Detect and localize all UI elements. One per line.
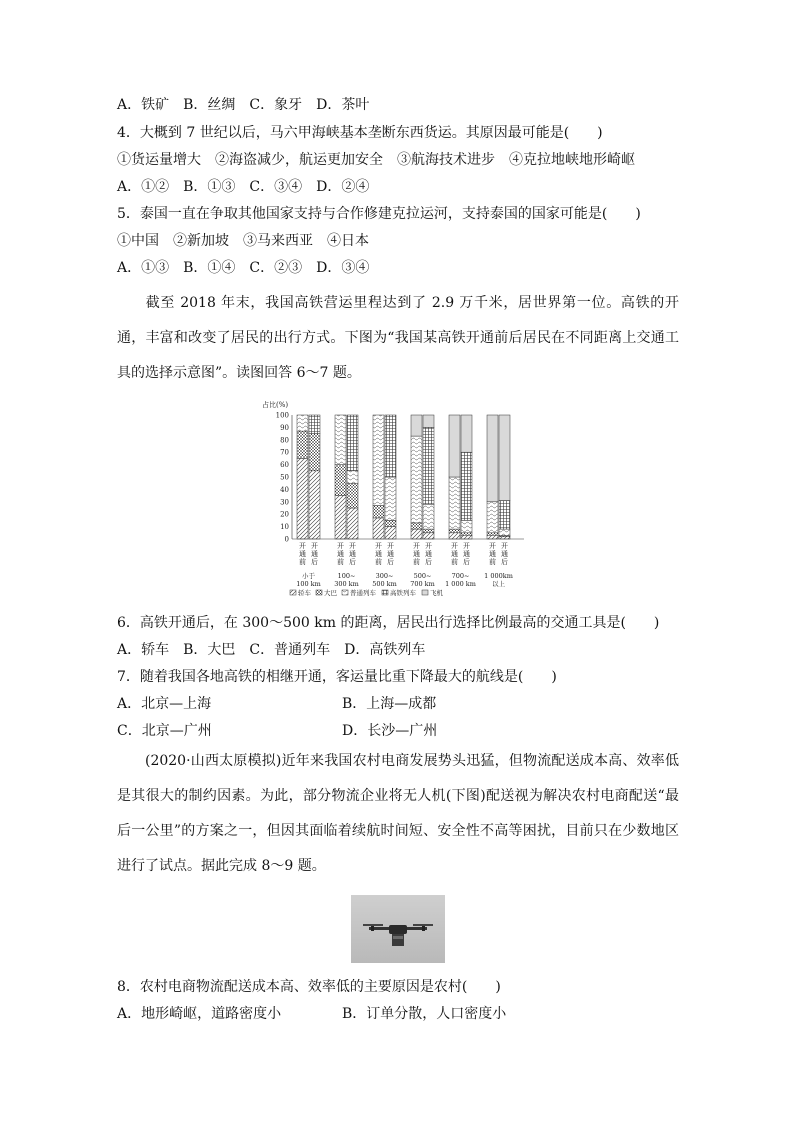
- bar-label-char: 通: [387, 550, 394, 558]
- bar-segment: [499, 501, 510, 530]
- legend-label: 轿车: [298, 589, 311, 597]
- legend-swatch: [382, 590, 388, 595]
- legend-label: 飞机: [430, 589, 443, 597]
- bar-label-char: 前: [451, 558, 458, 566]
- q8-option-a: A．地形崎岖，道路密度小: [117, 1006, 282, 1022]
- bar-label-char: 开: [375, 542, 382, 550]
- bar-segment: [461, 452, 472, 520]
- bar-segment: [423, 427, 434, 504]
- legend-swatch: [316, 590, 322, 595]
- bar-segment: [411, 415, 422, 436]
- q7-option-d: D．长沙—广州: [342, 723, 438, 739]
- bar-label-char: 前: [299, 558, 306, 566]
- bar-segment: [411, 523, 422, 529]
- legend-swatch: [342, 590, 348, 595]
- legend-swatch: [422, 590, 428, 595]
- bar-segment: [449, 529, 460, 533]
- bar-label-char: 前: [337, 558, 344, 566]
- bar-label-char: 通: [501, 550, 508, 558]
- group-label: 1 000 km: [445, 580, 476, 588]
- bar-segment: [423, 533, 434, 539]
- bar-label-char: 通: [311, 550, 318, 558]
- bar-segment: [385, 527, 396, 539]
- q5-stem: 5．泰国一直在争取其他国家支持与合作修建克拉运河，支持泰国的国家可能是( ): [117, 206, 641, 222]
- legend-label: 高铁列车: [390, 589, 416, 597]
- group-label: 700 km: [410, 580, 435, 588]
- bar-label-char: 开: [311, 542, 318, 550]
- bar-label-char: 开: [387, 542, 394, 550]
- bar-label-char: 开: [463, 542, 470, 550]
- bar-segment: [373, 506, 384, 518]
- q7-option-b: B．上海—成都: [342, 696, 437, 712]
- bar-segment: [461, 520, 472, 532]
- bar-segment: [461, 415, 472, 452]
- bar-segment: [335, 496, 346, 539]
- group-label: 500~: [413, 572, 432, 580]
- bar-label-char: 通: [489, 550, 496, 558]
- bar-label-char: 通: [349, 550, 356, 558]
- bar-segment: [487, 502, 498, 533]
- bar-segment: [309, 471, 320, 539]
- bar-segment: [423, 529, 434, 533]
- legend-label: 大巴: [324, 589, 337, 597]
- bar-label-char: 通: [413, 550, 420, 558]
- q3-options: A．铁矿 B．丝绸 C．象牙 D．茶叶: [117, 97, 370, 113]
- group-label: 小于: [302, 572, 315, 580]
- bar-segment: [499, 537, 510, 539]
- bar-segment: [487, 415, 498, 502]
- q4-choices: ①货运量增大 ②海盗减少，航运更加安全 ③航海技术进步 ④克拉地峡地形崎岖: [117, 152, 635, 168]
- y-tick-label: 40: [280, 485, 289, 494]
- bar-segment: [461, 535, 472, 539]
- q7-option-a: A．北京—上海: [117, 696, 212, 712]
- bar-label-char: 后: [311, 558, 318, 566]
- bar-label-char: 开: [349, 542, 356, 550]
- bar-segment: [449, 533, 460, 539]
- y-tick-label: 100: [275, 411, 289, 420]
- q8-stem: 8．农村电商物流配送成本高、效率低的主要原因是农村( ): [117, 979, 501, 995]
- bar-segment: [385, 520, 396, 526]
- bar-label-char: 开: [337, 542, 344, 550]
- q4-stem: 4．大概到 7 世纪以后，马六甲海峡基本垄断东西货运。其原因最可能是( ): [117, 125, 603, 141]
- bar-label-char: 开: [501, 542, 508, 550]
- y-tick-label: 80: [280, 436, 289, 445]
- drone-photo: [351, 895, 445, 963]
- y-tick-label: 20: [280, 510, 289, 519]
- bar-segment: [411, 529, 422, 539]
- bar-label-char: 通: [375, 550, 382, 558]
- bar-segment: [373, 415, 384, 506]
- y-tick-label: 0: [284, 535, 289, 544]
- q5-options: A．①③ B．①④ C．②③ D．③④: [117, 260, 370, 276]
- bar-label-char: 通: [451, 550, 458, 558]
- bar-label-char: 前: [413, 558, 420, 566]
- y-tick-label: 10: [280, 523, 289, 532]
- bar-segment: [385, 415, 396, 477]
- passage-text: (2020·山西太原模拟)近年来我国农村电商发展势头迅猛，但物流配送成本高、效率低是其很大的制约因素。为此，部分物流企业将无人机(下图)配送视为解决农村电商配送“最后一公里”的方案之一，但因其面临着续航时间短、安全性不高等困扰，目前只在少数地区进行了试点。据此完成 8～9 题。: [117, 753, 679, 874]
- bar-label-char: 通: [463, 550, 470, 558]
- bar-segment: [461, 533, 472, 535]
- group-label: 500 km: [372, 580, 397, 588]
- bar-segment: [385, 477, 396, 520]
- bar-segment: [309, 415, 320, 434]
- y-tick-label: 50: [280, 473, 289, 482]
- bar-segment: [297, 431, 308, 458]
- bar-label-char: 开: [425, 542, 432, 550]
- y-tick-label: 30: [280, 498, 289, 507]
- bar-segment: [335, 465, 346, 496]
- y-tick-label: 70: [280, 448, 289, 457]
- legend-swatch: [290, 590, 296, 595]
- bar-segment: [499, 529, 510, 535]
- transport-choice-chart: [262, 397, 534, 609]
- bar-segment: [411, 436, 422, 523]
- y-tick-label: 90: [280, 423, 289, 432]
- passage-drone-delivery: [117, 744, 679, 884]
- passage-text: 截至 2018 年末，我国高铁营运里程达到了 2.9 万千米，居世界第一位。高铁的开通，丰富和改变了居民的出行方式。下图为“我国某高铁开通前后居民在不同距离上交通工具的选择示意图”。读图回答 6～7 题。: [117, 295, 679, 381]
- y-axis-title: 占比(%): [262, 401, 289, 409]
- q6-options: A．轿车 B．大巴 C．普通列车 D．高铁列车: [117, 642, 426, 658]
- bar-label-char: 后: [387, 558, 394, 566]
- bar-segment: [347, 415, 358, 471]
- group-label: 700~: [451, 572, 470, 580]
- bar-segment: [335, 415, 346, 465]
- bar-label-char: 后: [349, 558, 356, 566]
- y-tick-label: 60: [280, 461, 289, 470]
- q6-stem: 6．高铁开通后，在 300～500 km 的距离，居民出行选择比例最高的交通工具是( ): [117, 615, 660, 631]
- q7-stem: 7．随着我国各地高铁的相继开通，客运量比重下降最大的航线是( ): [117, 669, 557, 685]
- bar-label-char: 后: [463, 558, 470, 566]
- bar-segment: [373, 518, 384, 539]
- bar-segment: [487, 533, 498, 535]
- bar-label-char: 前: [489, 558, 496, 566]
- bar-label-char: 后: [501, 558, 508, 566]
- group-label: 100~: [337, 572, 356, 580]
- bar-label-char: 后: [425, 558, 432, 566]
- bar-segment: [499, 415, 510, 501]
- bar-segment: [297, 458, 308, 539]
- bar-segment: [309, 434, 320, 471]
- legend-label: 普通列车: [350, 589, 376, 597]
- bar-label-char: 通: [299, 550, 306, 558]
- bar-segment: [297, 415, 308, 431]
- q8-option-b: B．订单分散，人口密度小: [342, 1006, 507, 1022]
- bar-segment: [347, 483, 358, 508]
- group-label: 以上: [492, 580, 505, 588]
- bar-segment: [449, 415, 460, 477]
- bar-segment: [449, 477, 460, 529]
- bar-label-char: 开: [489, 542, 496, 550]
- bar-segment: [347, 508, 358, 539]
- bar-label-char: 开: [451, 542, 458, 550]
- bar-segment: [487, 535, 498, 539]
- group-label: 300~: [375, 572, 394, 580]
- bar-label-char: 通: [337, 550, 344, 558]
- bar-label-char: 开: [299, 542, 306, 550]
- q4-options: A．①② B．①③ C．③④ D．②④: [117, 179, 370, 195]
- group-label: 1 000km: [484, 572, 513, 580]
- group-label: 300 km: [334, 580, 359, 588]
- q5-choices: ①中国 ②新加坡 ③马来西亚 ④日本: [117, 233, 369, 249]
- bar-label-char: 开: [413, 542, 420, 550]
- bar-label-char: 前: [375, 558, 382, 566]
- passage-high-speed-rail: [117, 286, 679, 391]
- bar-segment: [347, 471, 358, 483]
- bar-segment: [423, 415, 434, 427]
- bar-label-char: 通: [425, 550, 432, 558]
- group-label: 100 km: [296, 580, 321, 588]
- bar-segment: [423, 504, 434, 529]
- q7-option-c: C．北京—广州: [117, 723, 212, 739]
